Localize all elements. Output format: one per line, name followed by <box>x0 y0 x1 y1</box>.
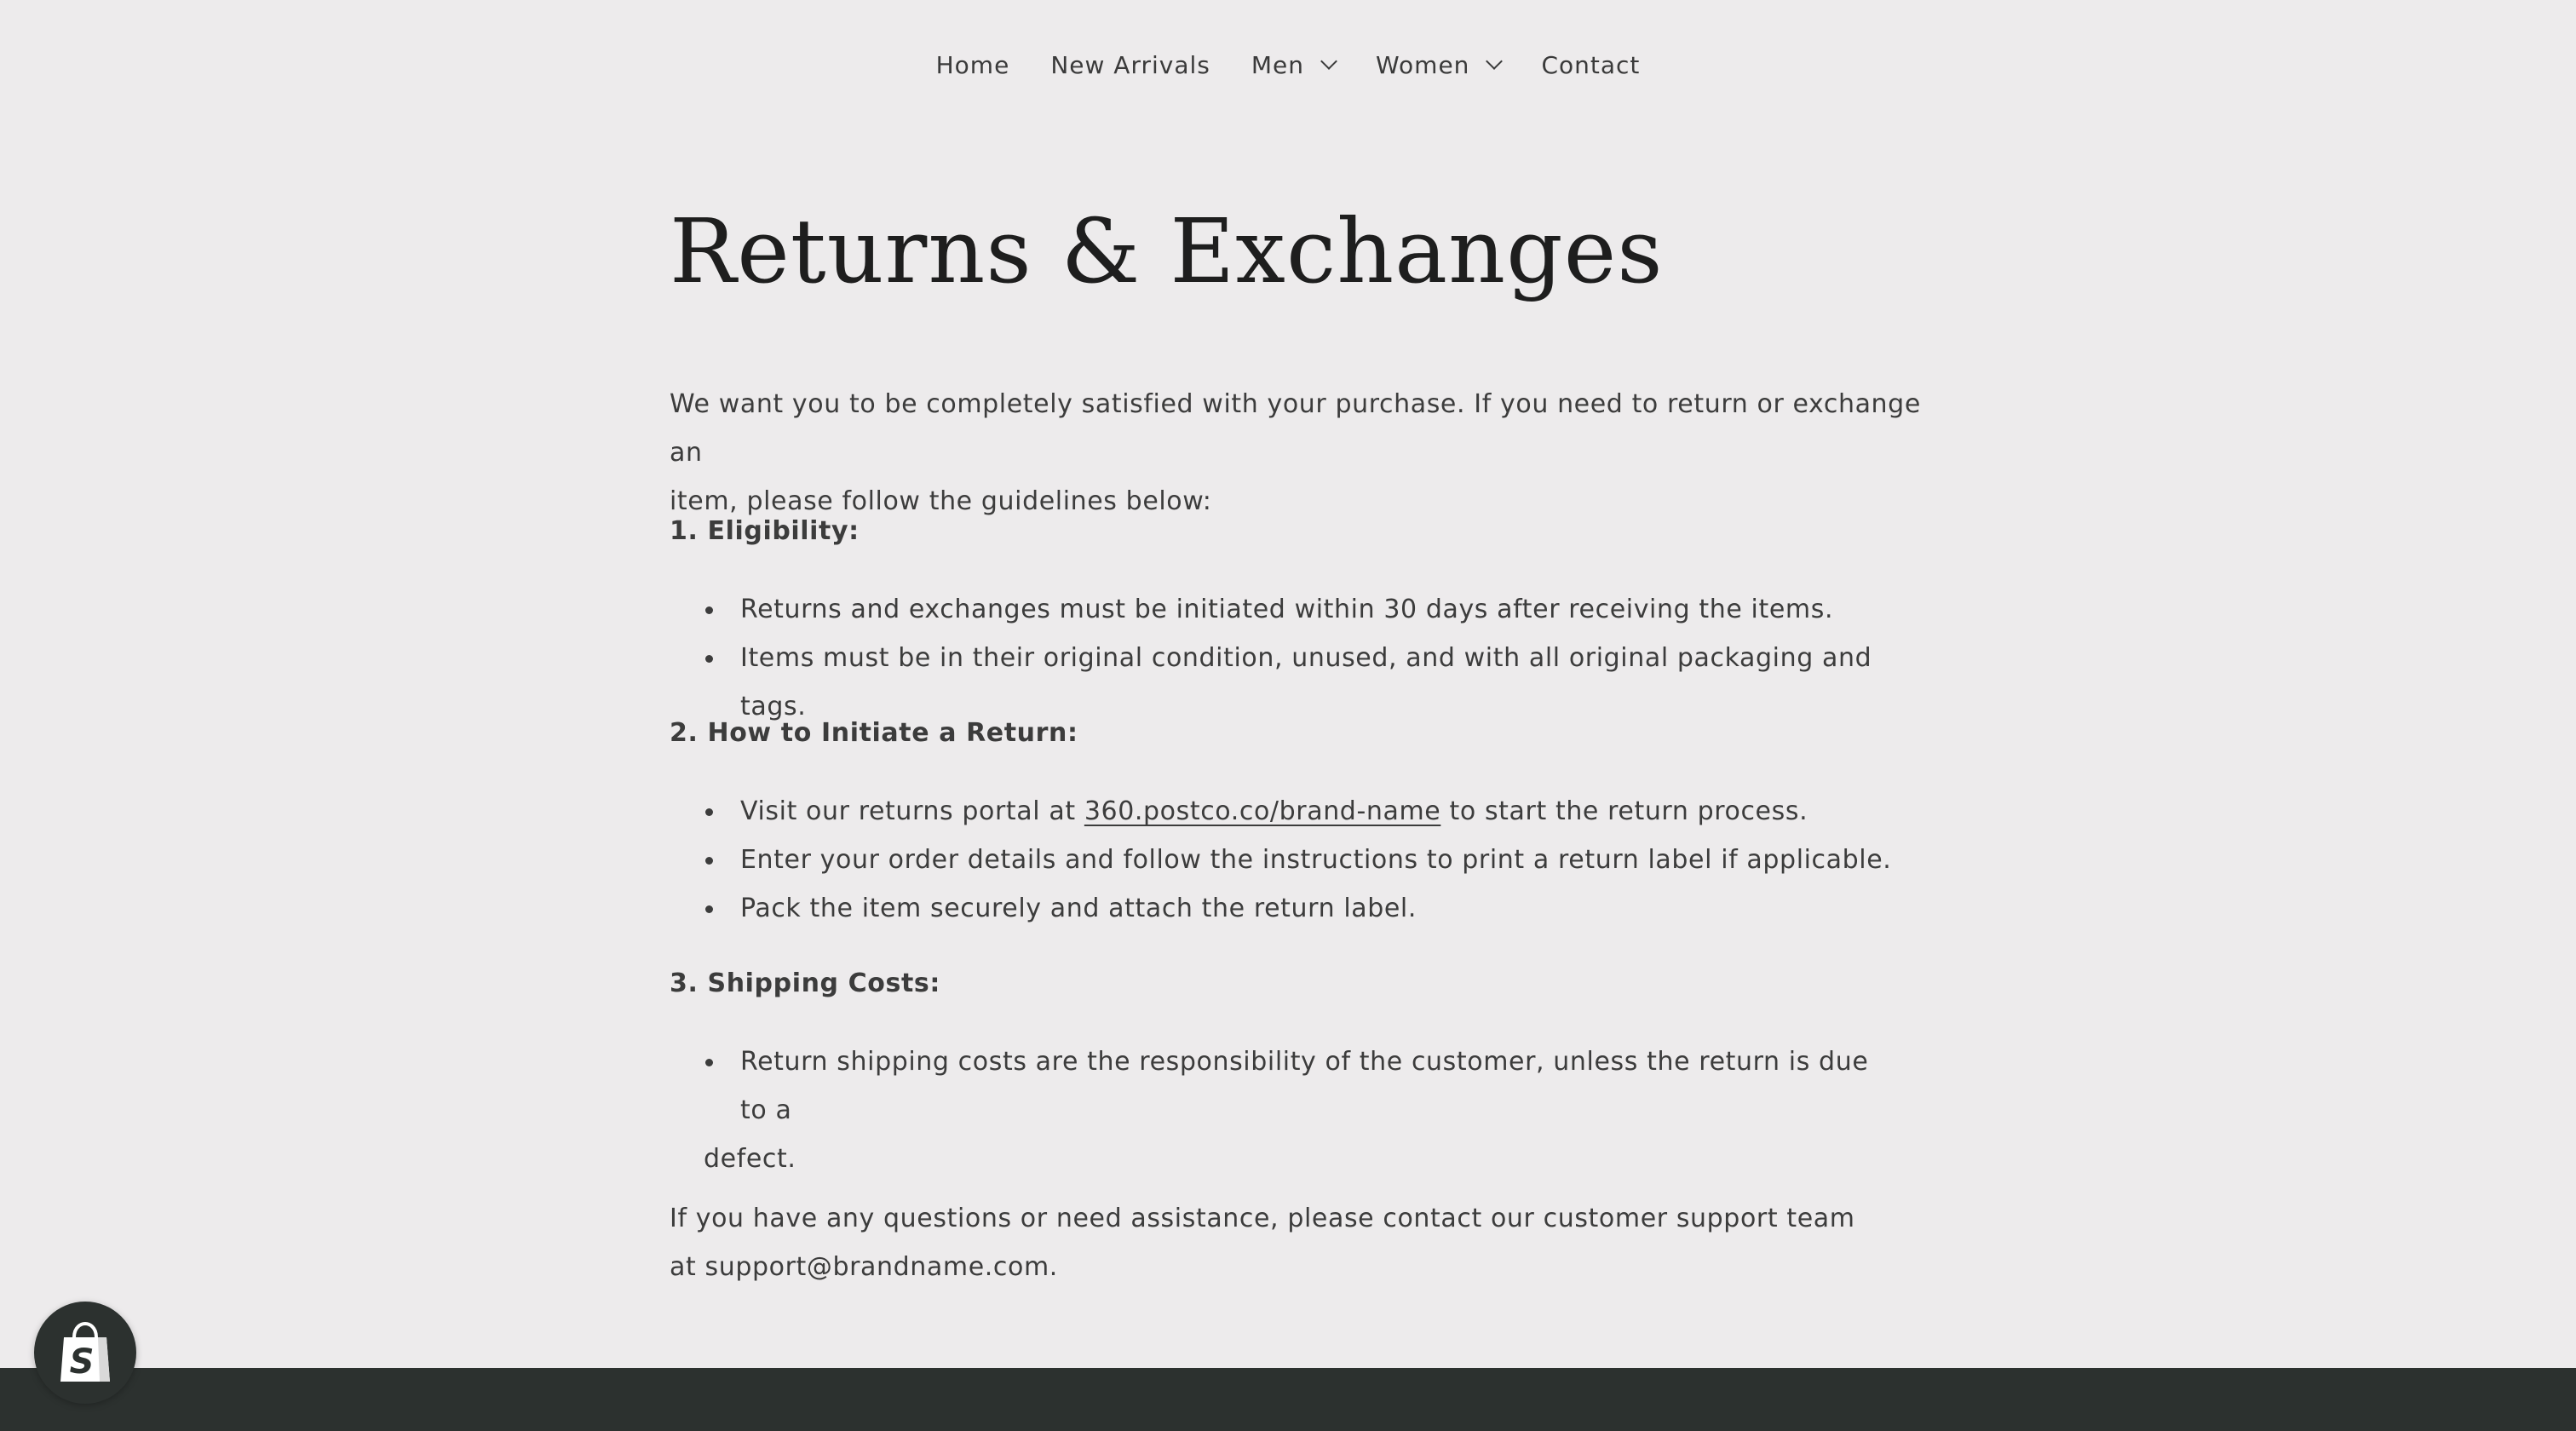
chevron-down-icon <box>1486 53 1504 70</box>
portal-text-before: Visit our returns portal at <box>740 796 1084 826</box>
shipping-costs-list <box>704 1037 1896 1183</box>
list-item: Enter your order details and follow the instructions to print a return label if applicable. <box>704 836 1896 884</box>
nav-women[interactable] <box>1355 51 1521 79</box>
intro-line-1: We want you to be completely satisfied with your purchase. If you need to return or exchange an <box>670 389 1921 468</box>
nav-new-arrivals-label: New Arrivals <box>1050 50 1210 79</box>
returns-portal-link[interactable]: 360.postco.co/brand-name <box>1084 796 1441 826</box>
nav-contact-label: Contact <box>1541 50 1641 79</box>
nav-men[interactable] <box>1231 51 1355 79</box>
section-heading-initiate-return: 2. How to Initiate a Return: <box>670 718 1078 748</box>
list-item <box>704 787 1896 836</box>
outro-paragraph <box>670 1194 1862 1291</box>
list-item: Returns and exchanges must be initiated within 30 days after receiving the items. <box>704 585 1896 634</box>
intro-paragraph <box>670 380 1922 526</box>
footer <box>0 1368 2576 1431</box>
portal-text-after: to start the return process. <box>1440 796 1808 826</box>
nav-contact[interactable] <box>1521 51 1660 79</box>
outro-line-2: at support@brandname.com. <box>670 1252 1058 1282</box>
chevron-down-icon <box>1320 53 1337 70</box>
shopify-bag-icon <box>57 1320 113 1385</box>
section-heading-eligibility: 1. Eligibility: <box>670 516 860 546</box>
intro-line-2: item, please follow the guidelines below: <box>670 486 1212 516</box>
nav-new-arrivals[interactable] <box>1030 51 1231 79</box>
list-item <box>704 1037 1896 1183</box>
shipping-line-2: defect. <box>704 1144 796 1174</box>
section-heading-shipping-costs: 3. Shipping Costs: <box>670 968 940 998</box>
shipping-line-1: Return shipping costs are the responsibility of the customer, unless the return is due to a <box>740 1047 1869 1125</box>
nav-home[interactable] <box>916 51 1031 79</box>
initiate-return-list <box>704 787 1896 933</box>
nav-women-label: Women <box>1376 50 1470 79</box>
nav-home-label: Home <box>935 50 1010 79</box>
svg-text:S: S <box>69 1342 95 1382</box>
list-item: Items must be in their original condition, unused, and with all original packaging and tags. <box>704 634 1896 731</box>
main-navigation <box>0 0 2576 129</box>
shopify-badge-button[interactable] <box>34 1302 136 1404</box>
outro-line-1: If you have any questions or need assistance, please contact our customer support team <box>670 1204 1855 1233</box>
page-title: Returns & Exchanges <box>670 199 1664 303</box>
list-item: Pack the item securely and attach the return label. <box>704 884 1896 933</box>
page-content <box>670 187 1922 1282</box>
nav-men-label: Men <box>1251 50 1304 79</box>
